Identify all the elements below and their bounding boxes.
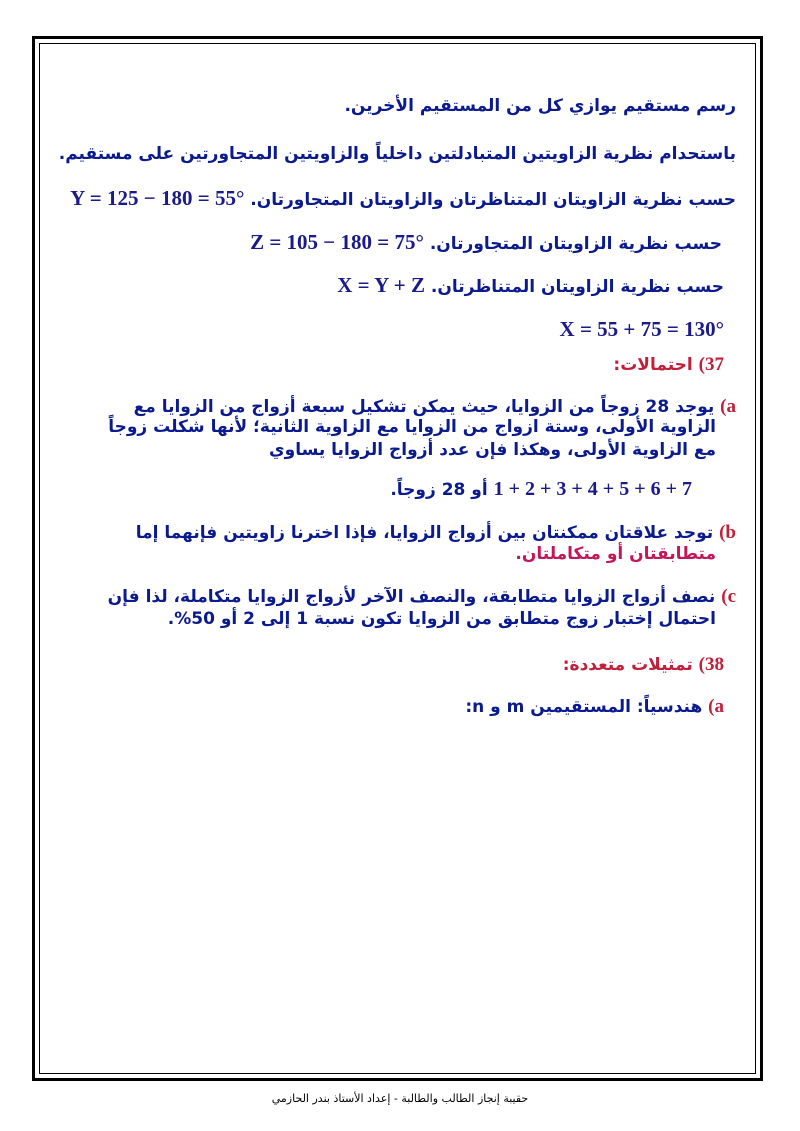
item-37c-text1: نصف أزواج الزوايا متطابقة، والنصف الآخر لأزواج الزوايا متكاملة، لذا فإن: [107, 587, 716, 607]
line-theorem: باستحدام نظرية الزاويتين المتبادلتين داخلياً والزاويتين المتجاورتين على مستقيم.: [58, 144, 736, 164]
line-x-value-equation: X = 55 + 75 = 130°: [559, 317, 724, 341]
section-38-title: تمثيلات متعددة:: [562, 655, 693, 675]
line-z: [250, 230, 722, 255]
item-37b-text1: توجد علاقتان ممكنتان بين أزواج الزوايا، فإذا اخترنا زاويتين فإنهما إما: [135, 523, 714, 543]
section-37-heading: [613, 354, 724, 376]
line-y-equation: Y = 125 − 180 = 55°: [70, 186, 245, 210]
item-37b-label: b): [719, 522, 736, 543]
line-x-value: [560, 317, 724, 342]
line-z-text: حسب نظرية الزاويتان المتجاورتان.: [429, 234, 722, 254]
item-37a-line2: الزاوية الأولى، وستة ازواج من الزوايا مع الزاوية الثانية؛ لأنها شكلت زوجاً: [108, 417, 716, 437]
item-38a: [465, 696, 724, 718]
item-37a-line4: [390, 478, 692, 501]
line-x-text: حسب نظرية الزاويتان المتناظرتان.: [430, 277, 724, 297]
item-38a-text: هندسياً: المستقيمين m و n:: [465, 697, 703, 717]
page-footer: حقيبة إنجاز الطالب والطالبة - إعداد الأستاذ بندر الحازمي: [271, 1092, 529, 1105]
line-parallel: رسم مستقيم يوازي كل من المستقيم الأخرين.: [344, 96, 736, 116]
item-37c-label: c): [721, 586, 736, 607]
item-37b-line1: [136, 522, 736, 544]
item-37a-sequence: 1 + 2 + 3 + 4 + 5 + 6 + 7: [493, 478, 692, 500]
item-37a-line3: مع الزاوية الأولى، وهكذا فإن عدد أزواج الزوايا يساوي: [269, 440, 716, 460]
item-37c-line1: [108, 586, 736, 608]
section-37-number: 37): [698, 354, 724, 375]
line-y: [70, 186, 736, 211]
line-x: [337, 273, 724, 298]
item-37a-line1: [134, 396, 736, 418]
section-37-title: احتمالات:: [613, 355, 693, 375]
item-37a-text1: يوجد 28 زوجاً من الزوايا، حيث يمكن تشكيل سبعة أزواج من الزوايا مع: [133, 397, 715, 417]
item-37a-label: a): [720, 396, 736, 417]
line-z-equation: Z = 105 − 180 = 75°: [250, 230, 424, 254]
item-37a-total: أو 28 زوجاً.: [390, 480, 488, 500]
section-38-heading: [563, 654, 724, 676]
item-38a-label: a): [708, 696, 724, 717]
line-x-equation: X = Y + Z: [337, 273, 425, 297]
item-37c-line2: احتمال إختبار زوج متطابق من الزوايا تكون نسبة 1 إلى 2 أو 50%.: [167, 609, 716, 629]
item-37b-line2: متطابقتان أو متكاملتان.: [515, 544, 716, 564]
section-38-number: 38): [698, 654, 724, 675]
line-y-text: حسب نظرية الزاويتان المتناظرتان والزاويتان المتجاورتان.: [250, 190, 736, 210]
